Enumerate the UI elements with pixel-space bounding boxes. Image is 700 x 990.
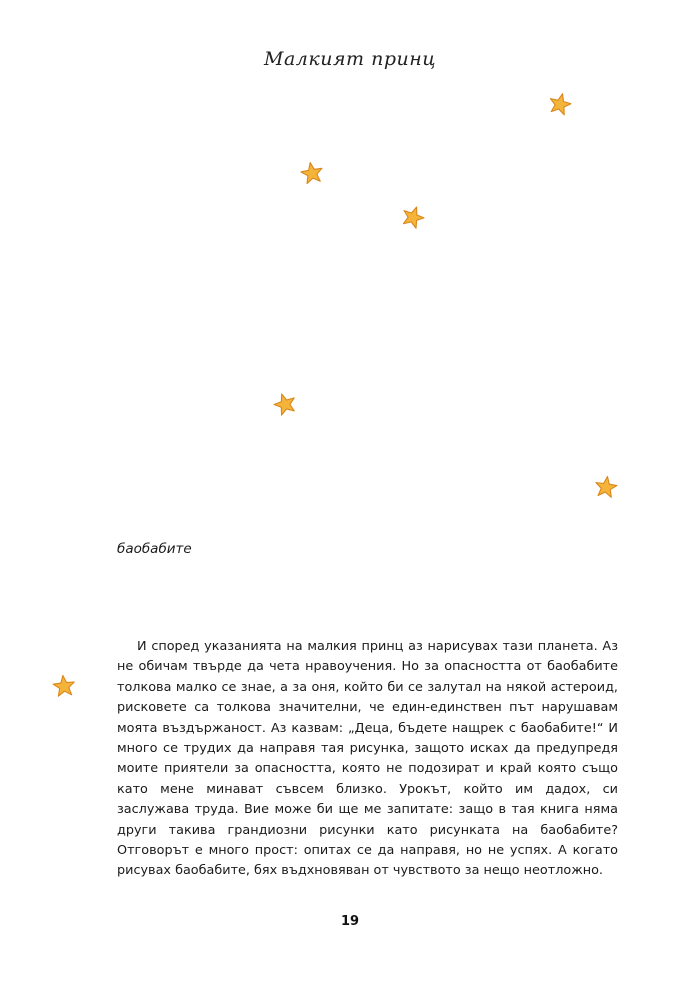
star-icon bbox=[591, 472, 620, 501]
star-icon bbox=[544, 88, 576, 120]
running-title: Малкият принц bbox=[263, 48, 436, 70]
star-icon bbox=[50, 672, 79, 701]
star-icon bbox=[269, 388, 302, 421]
body-paragraph: И според указанията на малкия принц аз нарисувах тази планета. Аз не обичам твърде да чета нравоучения. Но за опасността от баобабите толкова малко се знае, а за оня, който би се залутал на някой астероид, рисковете са толкова значителни, че един-единствен път нарушавам моята въздържаност. Аз казвам: „Деца, бъдете нащрек с баобабите!“ И много се трудих да направя тая рисунка, защото исках да предупредя моите приятели за опасността, която не подозират и край която също като мене минават съвсем близко. Урокът, който им дадох, си заслужава труда. Вие може би ще ме запитате: защо в тая книга няма други такива грандиозни рисунки като рисунката на баобабите? Отговорът е много прост: опитах се да направя, но не успях. А когато рисувах баобабите, бях въдхновяван от чувството за нещо неотложно. bbox=[117, 639, 618, 879]
star-icon bbox=[297, 158, 327, 188]
page-number: 19 bbox=[340, 914, 360, 929]
star-icon bbox=[396, 200, 429, 233]
illustration-caption: баобабите bbox=[117, 541, 192, 557]
